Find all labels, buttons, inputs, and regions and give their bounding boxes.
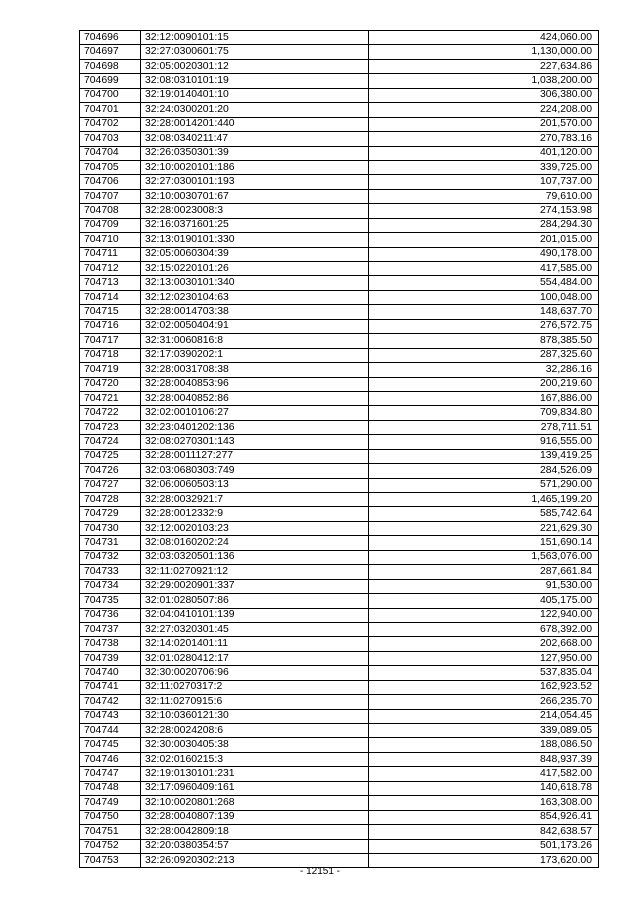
record-id-cell: 704724 (80, 435, 141, 449)
cadastral-number-cell: 32:19:0130101:231 (141, 767, 369, 781)
amount-cell: 1,465,199.20 (369, 493, 599, 507)
cadastral-number-cell: 32:26:0350301:39 (141, 146, 369, 160)
record-id-cell: 704726 (80, 464, 141, 478)
cadastral-number-cell: 32:28:0042809:18 (141, 825, 369, 839)
record-id-cell: 704707 (80, 189, 141, 203)
amount-cell: 490,178.00 (369, 247, 599, 261)
cadastral-number-cell: 32:27:0320301:45 (141, 622, 369, 636)
table-row (80, 478, 599, 492)
table-row (80, 391, 599, 405)
record-id-cell: 704736 (80, 608, 141, 622)
amount-cell: 585,742.64 (369, 507, 599, 521)
table-row (80, 781, 599, 795)
table-row (80, 464, 599, 478)
cadastral-number-cell: 32:02:0010106:27 (141, 406, 369, 420)
register-table-body (80, 31, 599, 868)
amount-cell: 122,940.00 (369, 608, 599, 622)
table-row (80, 493, 599, 507)
amount-cell: 287,325.60 (369, 348, 599, 362)
record-id-cell: 704696 (80, 31, 141, 45)
table-row (80, 377, 599, 391)
amount-cell: 167,886.00 (369, 391, 599, 405)
table-row (80, 622, 599, 636)
table-row (80, 521, 599, 535)
cadastral-number-cell: 32:28:0024208:6 (141, 724, 369, 738)
cadastral-number-cell: 32:12:0090101:15 (141, 31, 369, 45)
record-id-cell: 704731 (80, 536, 141, 550)
amount-cell: 424,060.00 (369, 31, 599, 45)
cadastral-number-cell: 32:20:0380354:57 (141, 839, 369, 853)
table-row (80, 637, 599, 651)
amount-cell: 1,130,000.00 (369, 45, 599, 59)
cadastral-number-cell: 32:28:0040853:96 (141, 377, 369, 391)
table-row (80, 31, 599, 45)
amount-cell: 202,668.00 (369, 637, 599, 651)
amount-cell: 32,286.16 (369, 363, 599, 377)
table-row (80, 579, 599, 593)
record-id-cell: 704710 (80, 233, 141, 247)
table-row (80, 117, 599, 131)
cadastral-number-cell: 32:03:0680303:749 (141, 464, 369, 478)
record-id-cell: 704715 (80, 305, 141, 319)
table-row (80, 651, 599, 665)
record-id-cell: 704704 (80, 146, 141, 160)
amount-cell: 278,711.51 (369, 420, 599, 434)
table-row (80, 189, 599, 203)
record-id-cell: 704750 (80, 810, 141, 824)
amount-cell: 221,629.30 (369, 521, 599, 535)
table-row (80, 74, 599, 88)
cadastral-number-cell: 32:30:0020706:96 (141, 666, 369, 680)
amount-cell: 163,308.00 (369, 796, 599, 810)
table-row (80, 810, 599, 824)
record-id-cell: 704753 (80, 853, 141, 867)
record-id-cell: 704709 (80, 218, 141, 232)
amount-cell: 339,725.00 (369, 160, 599, 174)
amount-cell: 284,294.30 (369, 218, 599, 232)
cadastral-number-cell: 32:12:0230104:63 (141, 290, 369, 304)
cadastral-number-cell: 32:28:0031708:38 (141, 363, 369, 377)
amount-cell: 162,923.52 (369, 680, 599, 694)
cadastral-number-cell: 32:26:0920302:213 (141, 853, 369, 867)
cadastral-number-cell: 32:03:0320501:136 (141, 550, 369, 564)
cadastral-number-cell: 32:08:0340211:47 (141, 132, 369, 146)
amount-cell: 306,380.00 (369, 88, 599, 102)
record-id-cell: 704740 (80, 666, 141, 680)
table-row (80, 334, 599, 348)
record-id-cell: 704701 (80, 103, 141, 117)
amount-cell: 266,235.70 (369, 695, 599, 709)
amount-cell: 127,950.00 (369, 651, 599, 665)
amount-cell: 151,690.14 (369, 536, 599, 550)
record-id-cell: 704725 (80, 449, 141, 463)
cadastral-number-cell: 32:13:0190101:330 (141, 233, 369, 247)
record-id-cell: 704718 (80, 348, 141, 362)
cadastral-number-cell: 32:28:0040807:139 (141, 810, 369, 824)
record-id-cell: 704746 (80, 752, 141, 766)
amount-cell: 287,661.84 (369, 565, 599, 579)
table-row (80, 738, 599, 752)
cadastral-number-cell: 32:02:0050404:91 (141, 319, 369, 333)
record-id-cell: 704706 (80, 175, 141, 189)
amount-cell: 537,835.04 (369, 666, 599, 680)
cadastral-number-cell: 32:02:0160215:3 (141, 752, 369, 766)
cadastral-number-cell: 32:28:0011127:277 (141, 449, 369, 463)
amount-cell: 276,572.75 (369, 319, 599, 333)
amount-cell: 405,175.00 (369, 594, 599, 608)
amount-cell: 848,937.39 (369, 752, 599, 766)
record-id-cell: 704714 (80, 290, 141, 304)
cadastral-number-cell: 32:05:0060304:39 (141, 247, 369, 261)
record-id-cell: 704713 (80, 276, 141, 290)
record-id-cell: 704738 (80, 637, 141, 651)
amount-cell: 571,290.00 (369, 478, 599, 492)
record-id-cell: 704730 (80, 521, 141, 535)
record-id-cell: 704732 (80, 550, 141, 564)
amount-cell: 201,570.00 (369, 117, 599, 131)
table-row (80, 233, 599, 247)
amount-cell: 709,834.80 (369, 406, 599, 420)
table-row (80, 752, 599, 766)
record-id-cell: 704717 (80, 334, 141, 348)
cadastral-number-cell: 32:15:0220101:26 (141, 262, 369, 276)
table-row (80, 348, 599, 362)
cadastral-number-cell: 32:08:0310101:19 (141, 74, 369, 88)
record-id-cell: 704700 (80, 88, 141, 102)
amount-cell: 274,153.98 (369, 204, 599, 218)
amount-cell: 224,208.00 (369, 103, 599, 117)
record-id-cell: 704734 (80, 579, 141, 593)
table-row (80, 536, 599, 550)
amount-cell: 854,926.41 (369, 810, 599, 824)
amount-cell: 401,120.00 (369, 146, 599, 160)
table-row (80, 695, 599, 709)
cadastral-number-cell: 32:14:0201401:11 (141, 637, 369, 651)
table-row (80, 680, 599, 694)
table-row (80, 218, 599, 232)
cadastral-number-cell: 32:24:0300201:20 (141, 103, 369, 117)
table-row (80, 839, 599, 853)
record-id-cell: 704745 (80, 738, 141, 752)
amount-cell: 417,582.00 (369, 767, 599, 781)
cadastral-number-cell: 32:17:0960409:161 (141, 781, 369, 795)
table-row (80, 204, 599, 218)
amount-cell: 284,526.09 (369, 464, 599, 478)
table-row (80, 262, 599, 276)
cadastral-number-cell: 32:27:0300601:75 (141, 45, 369, 59)
table-row (80, 666, 599, 680)
record-id-cell: 704702 (80, 117, 141, 131)
cadastral-number-cell: 32:08:0270301:143 (141, 435, 369, 449)
amount-cell: 139,419.25 (369, 449, 599, 463)
page-number: - 12151 - (299, 866, 341, 877)
record-id-cell: 704720 (80, 377, 141, 391)
register-table (79, 30, 599, 868)
cadastral-number-cell: 32:01:0280507:86 (141, 594, 369, 608)
record-id-cell: 704751 (80, 825, 141, 839)
table-row (80, 594, 599, 608)
table-row (80, 709, 599, 723)
table-row (80, 507, 599, 521)
record-id-cell: 704712 (80, 262, 141, 276)
table-row (80, 435, 599, 449)
amount-cell: 678,392.00 (369, 622, 599, 636)
cadastral-number-cell: 32:10:0020101:186 (141, 160, 369, 174)
table-row (80, 88, 599, 102)
cadastral-number-cell: 32:10:0360121:30 (141, 709, 369, 723)
cadastral-number-cell: 32:17:0390202:1 (141, 348, 369, 362)
record-id-cell: 704742 (80, 695, 141, 709)
record-id-cell: 704703 (80, 132, 141, 146)
cadastral-number-cell: 32:28:0032921:7 (141, 493, 369, 507)
table-row (80, 363, 599, 377)
cadastral-number-cell: 32:28:0014201:440 (141, 117, 369, 131)
amount-cell: 1,563,076.00 (369, 550, 599, 564)
table-row (80, 420, 599, 434)
amount-cell: 100,048.00 (369, 290, 599, 304)
cadastral-number-cell: 32:28:0023008:3 (141, 204, 369, 218)
record-id-cell: 704743 (80, 709, 141, 723)
table-row (80, 825, 599, 839)
record-id-cell: 704735 (80, 594, 141, 608)
amount-cell: 214,054.45 (369, 709, 599, 723)
table-row (80, 319, 599, 333)
amount-cell: 107,737.00 (369, 175, 599, 189)
amount-cell: 201,015.00 (369, 233, 599, 247)
table-row (80, 305, 599, 319)
record-id-cell: 704747 (80, 767, 141, 781)
record-id-cell: 704697 (80, 45, 141, 59)
table-row (80, 406, 599, 420)
amount-cell: 270,783.16 (369, 132, 599, 146)
amount-cell: 916,555.00 (369, 435, 599, 449)
table-row (80, 565, 599, 579)
record-id-cell: 704728 (80, 493, 141, 507)
record-id-cell: 704733 (80, 565, 141, 579)
record-id-cell: 704699 (80, 74, 141, 88)
record-id-cell: 704748 (80, 781, 141, 795)
cadastral-number-cell: 32:08:0160202:24 (141, 536, 369, 550)
amount-cell: 1,038,200.00 (369, 74, 599, 88)
record-id-cell: 704698 (80, 59, 141, 73)
cadastral-number-cell: 32:31:0060816:8 (141, 334, 369, 348)
table-row (80, 276, 599, 290)
amount-cell: 173,620.00 (369, 853, 599, 867)
amount-cell: 339,089.05 (369, 724, 599, 738)
table-row (80, 767, 599, 781)
record-id-cell: 704716 (80, 319, 141, 333)
cadastral-number-cell: 32:12:0020103:23 (141, 521, 369, 535)
amount-cell: 91,530.00 (369, 579, 599, 593)
cadastral-number-cell: 32:11:0270915:6 (141, 695, 369, 709)
table-row (80, 132, 599, 146)
record-id-cell: 704723 (80, 420, 141, 434)
table-row (80, 608, 599, 622)
amount-cell: 878,385.50 (369, 334, 599, 348)
amount-cell: 140,618.78 (369, 781, 599, 795)
record-id-cell: 704752 (80, 839, 141, 853)
cadastral-number-cell: 32:30:0030405:38 (141, 738, 369, 752)
table-row (80, 59, 599, 73)
table-row (80, 103, 599, 117)
record-id-cell: 704741 (80, 680, 141, 694)
amount-cell: 188,086.50 (369, 738, 599, 752)
table-row (80, 290, 599, 304)
cadastral-number-cell: 32:23:0401202:136 (141, 420, 369, 434)
table-row (80, 175, 599, 189)
record-id-cell: 704749 (80, 796, 141, 810)
table-row (80, 724, 599, 738)
cadastral-number-cell: 32:13:0030101:340 (141, 276, 369, 290)
cadastral-number-cell: 32:11:0270921:12 (141, 565, 369, 579)
cadastral-number-cell: 32:28:0012332:9 (141, 507, 369, 521)
record-id-cell: 704722 (80, 406, 141, 420)
record-id-cell: 704739 (80, 651, 141, 665)
amount-cell: 554,484.00 (369, 276, 599, 290)
amount-cell: 417,585.00 (369, 262, 599, 276)
cadastral-number-cell: 32:19:0140401:10 (141, 88, 369, 102)
table-row (80, 449, 599, 463)
amount-cell: 842,638.57 (369, 825, 599, 839)
amount-cell: 79,610.00 (369, 189, 599, 203)
amount-cell: 227,634.86 (369, 59, 599, 73)
amount-cell: 148,637.70 (369, 305, 599, 319)
cadastral-number-cell: 32:04:0410101:139 (141, 608, 369, 622)
cadastral-number-cell: 32:01:0280412:17 (141, 651, 369, 665)
cadastral-number-cell: 32:05:0020301:12 (141, 59, 369, 73)
record-id-cell: 704711 (80, 247, 141, 261)
record-id-cell: 704729 (80, 507, 141, 521)
table-row (80, 796, 599, 810)
cadastral-number-cell: 32:28:0040852:86 (141, 391, 369, 405)
cadastral-number-cell: 32:28:0014703:38 (141, 305, 369, 319)
record-id-cell: 704721 (80, 391, 141, 405)
record-id-cell: 704708 (80, 204, 141, 218)
amount-cell: 501,173.26 (369, 839, 599, 853)
cadastral-number-cell: 32:10:0020801:268 (141, 796, 369, 810)
cadastral-number-cell: 32:29:0020901:337 (141, 579, 369, 593)
table-row (80, 160, 599, 174)
table-row (80, 247, 599, 261)
record-id-cell: 704737 (80, 622, 141, 636)
table-row (80, 146, 599, 160)
table-row (80, 45, 599, 59)
cadastral-number-cell: 32:27:0300101:193 (141, 175, 369, 189)
cadastral-number-cell: 32:06:0060503:13 (141, 478, 369, 492)
cadastral-number-cell: 32:16:0371601:25 (141, 218, 369, 232)
table-row (80, 550, 599, 564)
record-id-cell: 704744 (80, 724, 141, 738)
record-id-cell: 704705 (80, 160, 141, 174)
record-id-cell: 704727 (80, 478, 141, 492)
cadastral-number-cell: 32:11:0270317:2 (141, 680, 369, 694)
record-id-cell: 704719 (80, 363, 141, 377)
amount-cell: 200,219.60 (369, 377, 599, 391)
cadastral-number-cell: 32:10:0030701:67 (141, 189, 369, 203)
